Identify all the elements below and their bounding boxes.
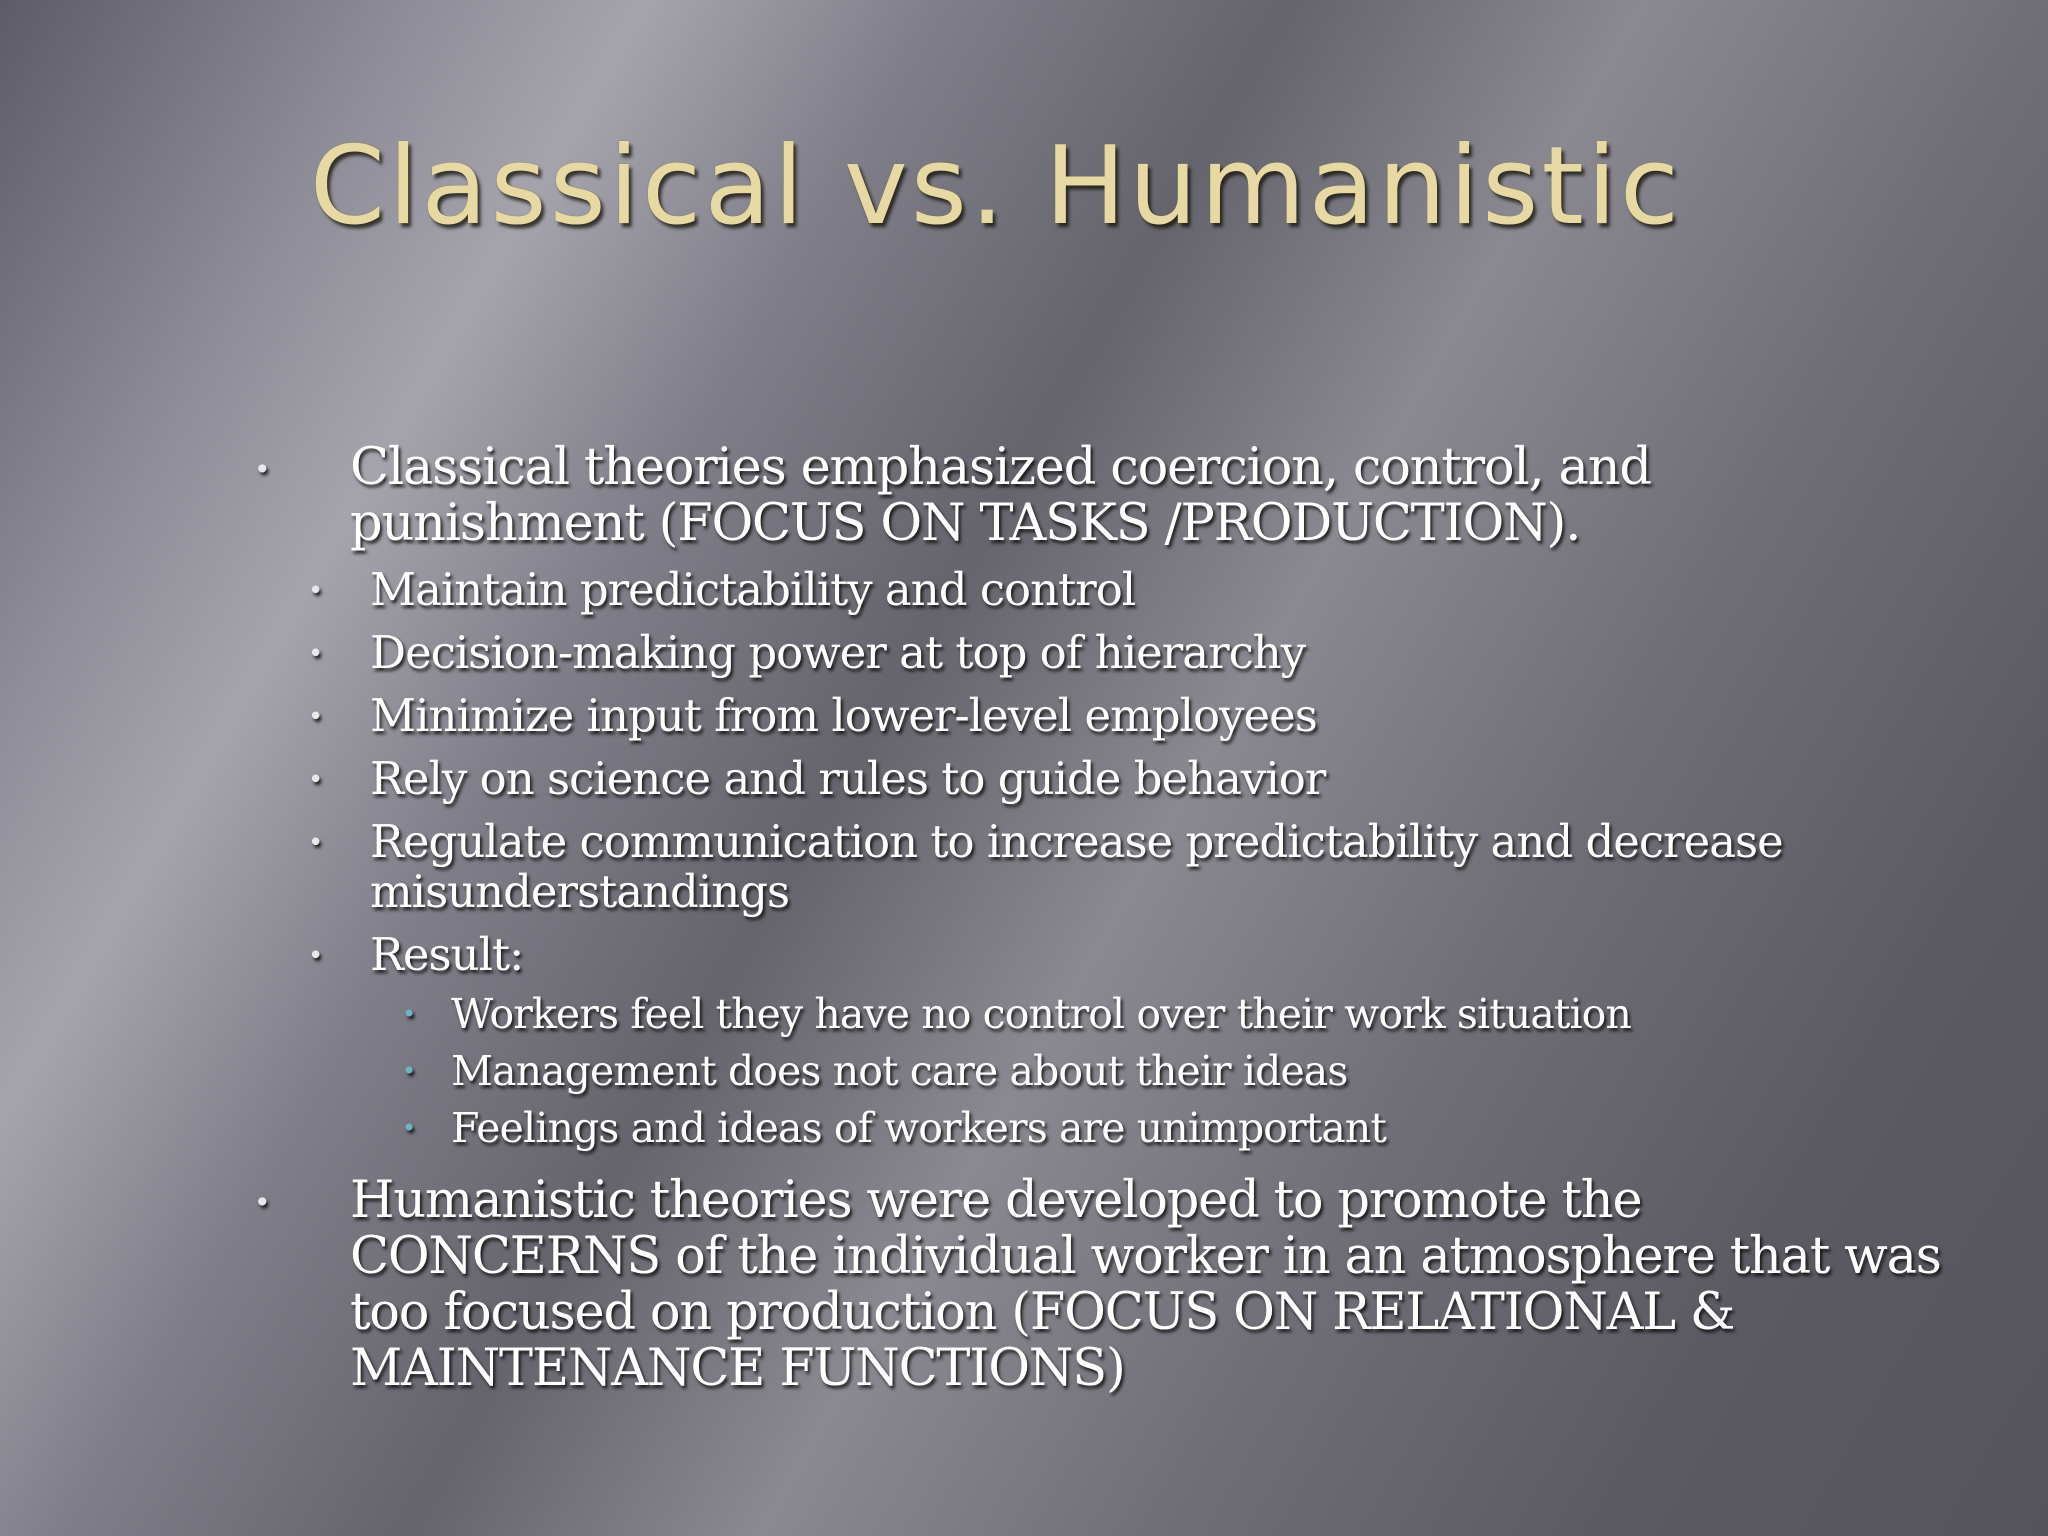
sub-bullet-item [248, 1048, 1948, 1094]
bullet-text: Humanistic theories were developed to promote the CONCERNS of the individual worker in an atmosphere that was too focused on production (FOCUS ON RELATIONAL & MAINTENANCE FUNCTIONS) [350, 1171, 1941, 1398]
bullet-icon: • [402, 1114, 416, 1142]
bullet-text: Minimize input from lower-level employees [370, 689, 1317, 742]
bullet-text: Maintain predictability and control [370, 563, 1136, 616]
bullet-item-result [248, 930, 1948, 980]
bullet-text: Regulate communication to increase predictability and decrease misunderstandings [370, 815, 1783, 918]
bullet-text: Rely on science and rules to guide behavior [370, 752, 1326, 805]
bullet-item-classical [248, 440, 1948, 552]
slide-title-text: Classical vs. Humanistic [309, 124, 1683, 249]
bullet-icon: • [308, 702, 323, 732]
bullet-icon: • [308, 765, 323, 795]
bullet-item [248, 628, 1948, 678]
bullet-text: Result: [370, 928, 524, 981]
bullet-icon: • [254, 1186, 270, 1219]
bullet-item [248, 754, 1948, 804]
bullet-icon: • [402, 1000, 416, 1028]
bullet-text: Decision-making power at top of hierarchy [370, 626, 1306, 679]
sub-bullet-item [248, 1105, 1948, 1151]
bullet-icon: • [308, 639, 323, 669]
bullet-text: Feelings and ideas of workers are unimportant [451, 1104, 1386, 1152]
bullet-icon: • [308, 828, 323, 858]
slide-body [248, 440, 1948, 1397]
bullet-icon: • [402, 1057, 416, 1085]
bullet-icon: • [308, 941, 323, 971]
bullet-item [248, 691, 1948, 741]
bullet-item-humanistic [248, 1173, 1948, 1397]
slide-title [0, 124, 2048, 249]
bullet-item [248, 817, 1948, 917]
bullet-text: Classical theories emphasized coercion, control, and punishment (FOCUS ON TASKS /PRODUCTION). [350, 438, 1651, 553]
bullet-item [248, 565, 1948, 615]
bullet-text: Workers feel they have no control over their work situation [451, 990, 1631, 1038]
bullet-icon: • [254, 453, 270, 486]
sub-bullet-item [248, 991, 1948, 1037]
bullet-icon: • [308, 576, 323, 606]
bullet-text: Management does not care about their ideas [451, 1047, 1348, 1095]
